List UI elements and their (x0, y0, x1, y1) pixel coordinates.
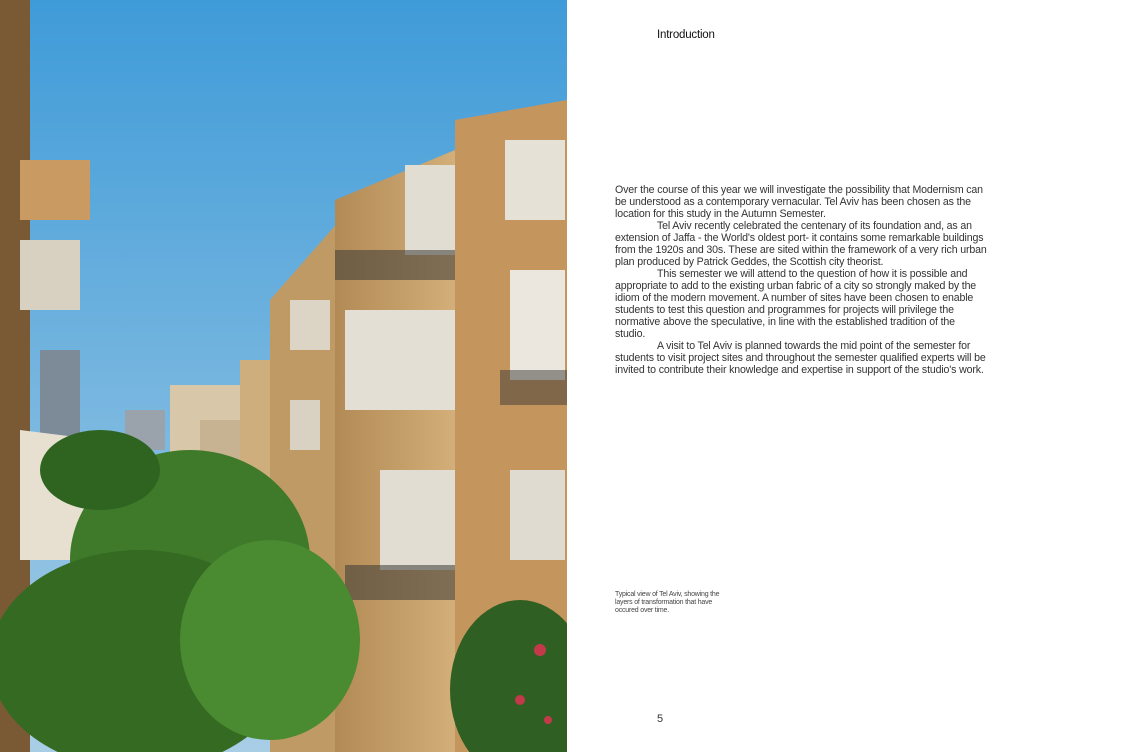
paragraph: Over the course of this year we will investigate the possibility that Modernism can be understood as a contemporary vernacular. Tel Aviv has been chosen as the location for this study in the Autumn Semester. (615, 184, 983, 220)
paragraph: Tel Aviv recently celebrated the centenary of its foundation and, as an extension of Jaffa - the World's oldest port- it contains some remarkable buildings from the 1920s and 30s. These are sited within the framework of a very rich urban plan produced by Patrick Geddes, the Scottish city theorist. (615, 220, 987, 268)
paragraph: A visit to Tel Aviv is planned towards the mid point of the semester for students to visit project sites and throughout the semester qualified experts will be invited to contribute their knowledge and expertise in support of the studio's work. (615, 340, 986, 376)
body-text (615, 184, 987, 376)
text-page (567, 0, 1134, 752)
page-number: 5 (657, 713, 664, 725)
photo-caption: Typical view of Tel Aviv, showing the layers of transformation that have occured over time. (615, 591, 720, 614)
paragraph: This semester we will attend to the question of how it is possible and appropriate to add to the existing urban fabric of a city so strongly maked by the idiom of the modern movement. A number of sites have been chosen to enable students to test this question and programmes for projects will privilege the normative above the speculative, in line with the established tradition of the studio. (615, 268, 977, 340)
page-heading: Introduction (657, 29, 715, 41)
